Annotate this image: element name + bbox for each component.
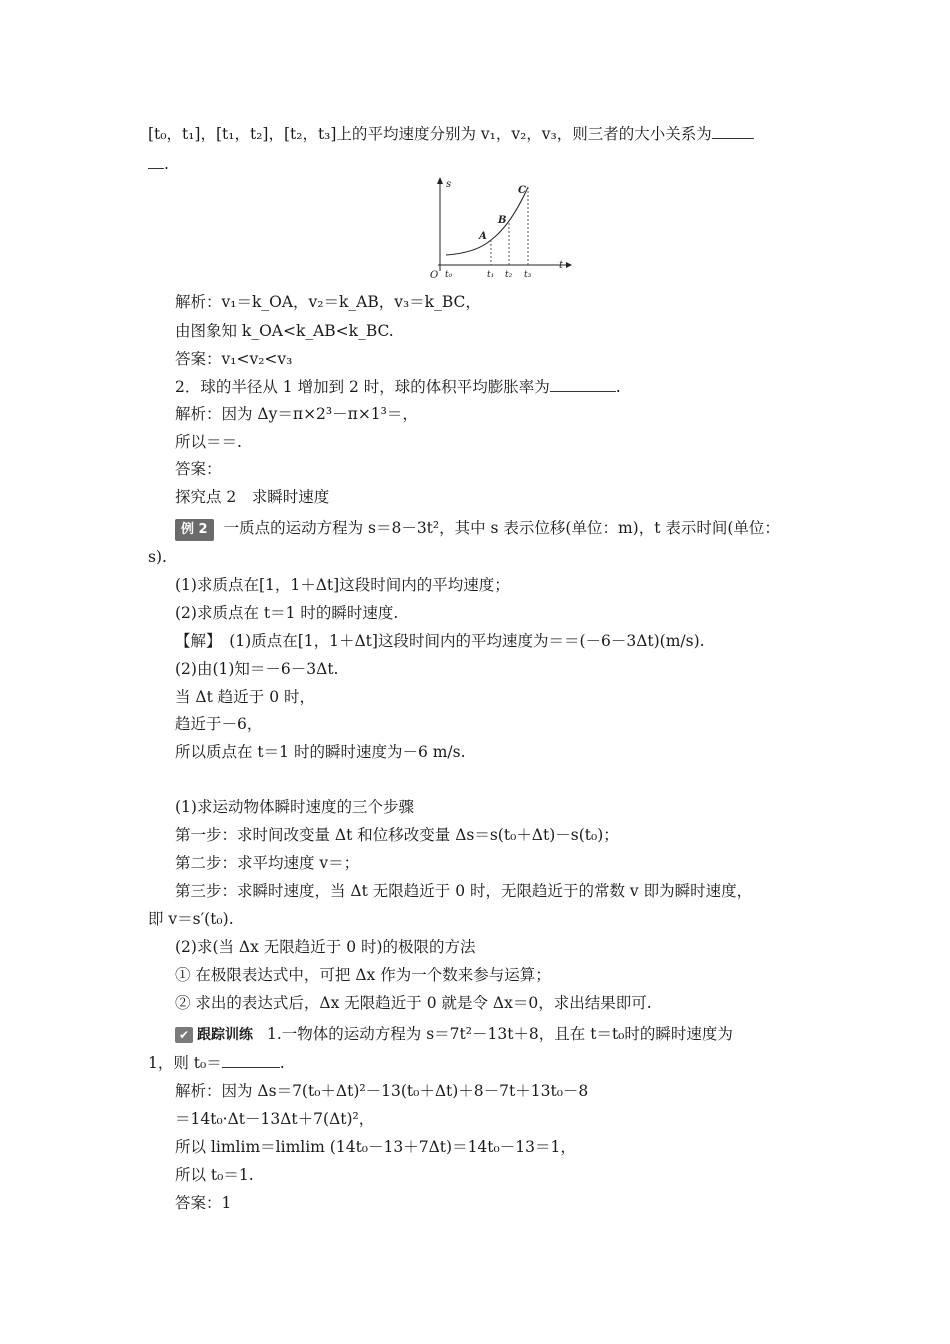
tracking-solution-line-1: 解析：因为 Δs＝7(t₀＋Δt)²－13(t₀＋Δt)＋8－7t＋13t₀－8 <box>175 1082 589 1100</box>
tracking-solution-line-3: 所以 limlim＝limlim (14t₀－13＋7Δt)＝14t₀－13＝1， <box>175 1138 576 1156</box>
tick-t0: t₀ <box>445 270 453 280</box>
solution-ex-line-1: 【解】 (1)质点在[1，1＋Δt]这段时间内的平均速度为＝＝(－6－3Δt)(m/s). <box>175 632 705 650</box>
answer-1: 答案：v₁<v₂<v₃ <box>175 350 293 368</box>
method-line-3: 第二步：求平均速度 v＝； <box>175 854 360 872</box>
point-c: C <box>518 185 526 196</box>
method-line-4: 第三步：求瞬时速度，当 Δt 无限趋近于 0 时，无限趋近于的常数 v 即为瞬时速度， <box>175 882 753 900</box>
tick-t3: t₃ <box>524 270 532 280</box>
answer-blank <box>712 124 754 139</box>
t-axis-arrow <box>566 262 572 268</box>
tick-t2: t₂ <box>505 270 513 280</box>
example-2-part-2: (2)求质点在 t＝1 时的瞬时速度. <box>175 604 399 622</box>
t-axis-label: t <box>559 260 564 271</box>
method-line-8: ② 求出的表达式后，Δx 无限趋近于 0 就是令 Δx＝0，求出结果即可. <box>175 994 652 1012</box>
solution-ex-line-5: 所以质点在 t＝1 时的瞬时速度为－6 m/s. <box>175 743 466 761</box>
question-1-line-1 <box>148 124 754 144</box>
point-b: B <box>498 215 507 226</box>
question-1-text: [t₀，t₁]，[t₁，t₂]，[t₂，t₃]上的平均速度分别为 v₁，v₂，v₃，则三者的大小关系为 <box>148 125 712 143</box>
s-t-curve <box>446 187 528 255</box>
solution-ex-line-3: 当 Δt 趋近于 0 时， <box>175 688 315 706</box>
example-2-part-1: (1)求质点在[1，1＋Δt]这段时间内的平均速度； <box>175 576 510 594</box>
solution-ex-line-4: 趋近于－6， <box>175 715 263 733</box>
displacement-time-graph <box>416 175 576 280</box>
solution-1-line-2: 由图象知 k_OA<k_AB<k_BC. <box>175 322 394 340</box>
example-badge: 例 2 <box>175 519 214 541</box>
question-1-line-2: . <box>148 154 169 174</box>
answer-2: 答案： <box>175 460 222 478</box>
method-line-1: (1)求运动物体瞬时速度的三个步骤 <box>175 798 414 816</box>
s-axis-arrow <box>437 177 443 184</box>
s-axis-label: s <box>446 179 452 190</box>
method-line-5: 即 v＝s′(t₀). <box>148 910 234 928</box>
tracking-exercise-line-2: 1，则 t₀＝ . <box>148 1054 285 1072</box>
answer-blank <box>550 377 616 392</box>
method-line-6: (2)求(当 Δx 无限趋近于 0 时)的极限的方法 <box>175 938 476 956</box>
solution-ex-line-2: (2)由(1)知＝－6－3Δt. <box>175 660 339 678</box>
check-icon: ✔ <box>175 1027 193 1043</box>
section-heading: 探究点 2 求瞬时速度 <box>175 488 330 506</box>
example-2-line-2: s). <box>148 548 167 566</box>
origin-label: O <box>430 270 439 280</box>
tracking-exercise-line-1: ✔ 跟踪训练 1.一物体的运动方程为 s＝7t²－13t＋8，且在 t＝t₀时的瞬时速度为 <box>175 1024 733 1045</box>
solution-2-line-1: 解析：因为 Δy＝π×2³－π×1³＝， <box>175 405 418 423</box>
example-2-line-1: 例 2 一质点的运动方程为 s＝8－3t²，其中 s 表示位移(单位：m)，t 表示时间(单位： <box>175 518 780 541</box>
solution-2-line-2: 所以＝＝. <box>175 433 242 451</box>
tracking-solution-line-4: 所以 t₀＝1. <box>175 1166 254 1184</box>
tracking-badge: ✔ 跟踪训练 <box>175 1025 253 1045</box>
tracking-answer: 答案：1 <box>175 1194 232 1212</box>
tracking-solution-line-2: ＝14t₀·Δt－13Δt＋7(Δt)²， <box>175 1110 375 1128</box>
method-line-7: ① 在极限表达式中，可把 Δx 作为一个数来参与运算； <box>175 966 551 984</box>
question-2: 2．球的半径从 1 增加到 2 时，球的体积平均膨胀率为 . <box>175 378 621 396</box>
answer-blank <box>222 1053 280 1068</box>
method-line-2: 第一步：求时间改变量 Δt 和位移改变量 Δs＝s(t₀＋Δt)－s(t₀)； <box>175 826 619 844</box>
solution-1-line-1: 解析：v₁＝k_OA，v₂＝k_AB，v₃＝k_BC， <box>175 293 481 311</box>
answer-blank-cont <box>148 154 164 169</box>
tick-t1: t₁ <box>487 270 495 280</box>
point-a: A <box>479 231 487 242</box>
